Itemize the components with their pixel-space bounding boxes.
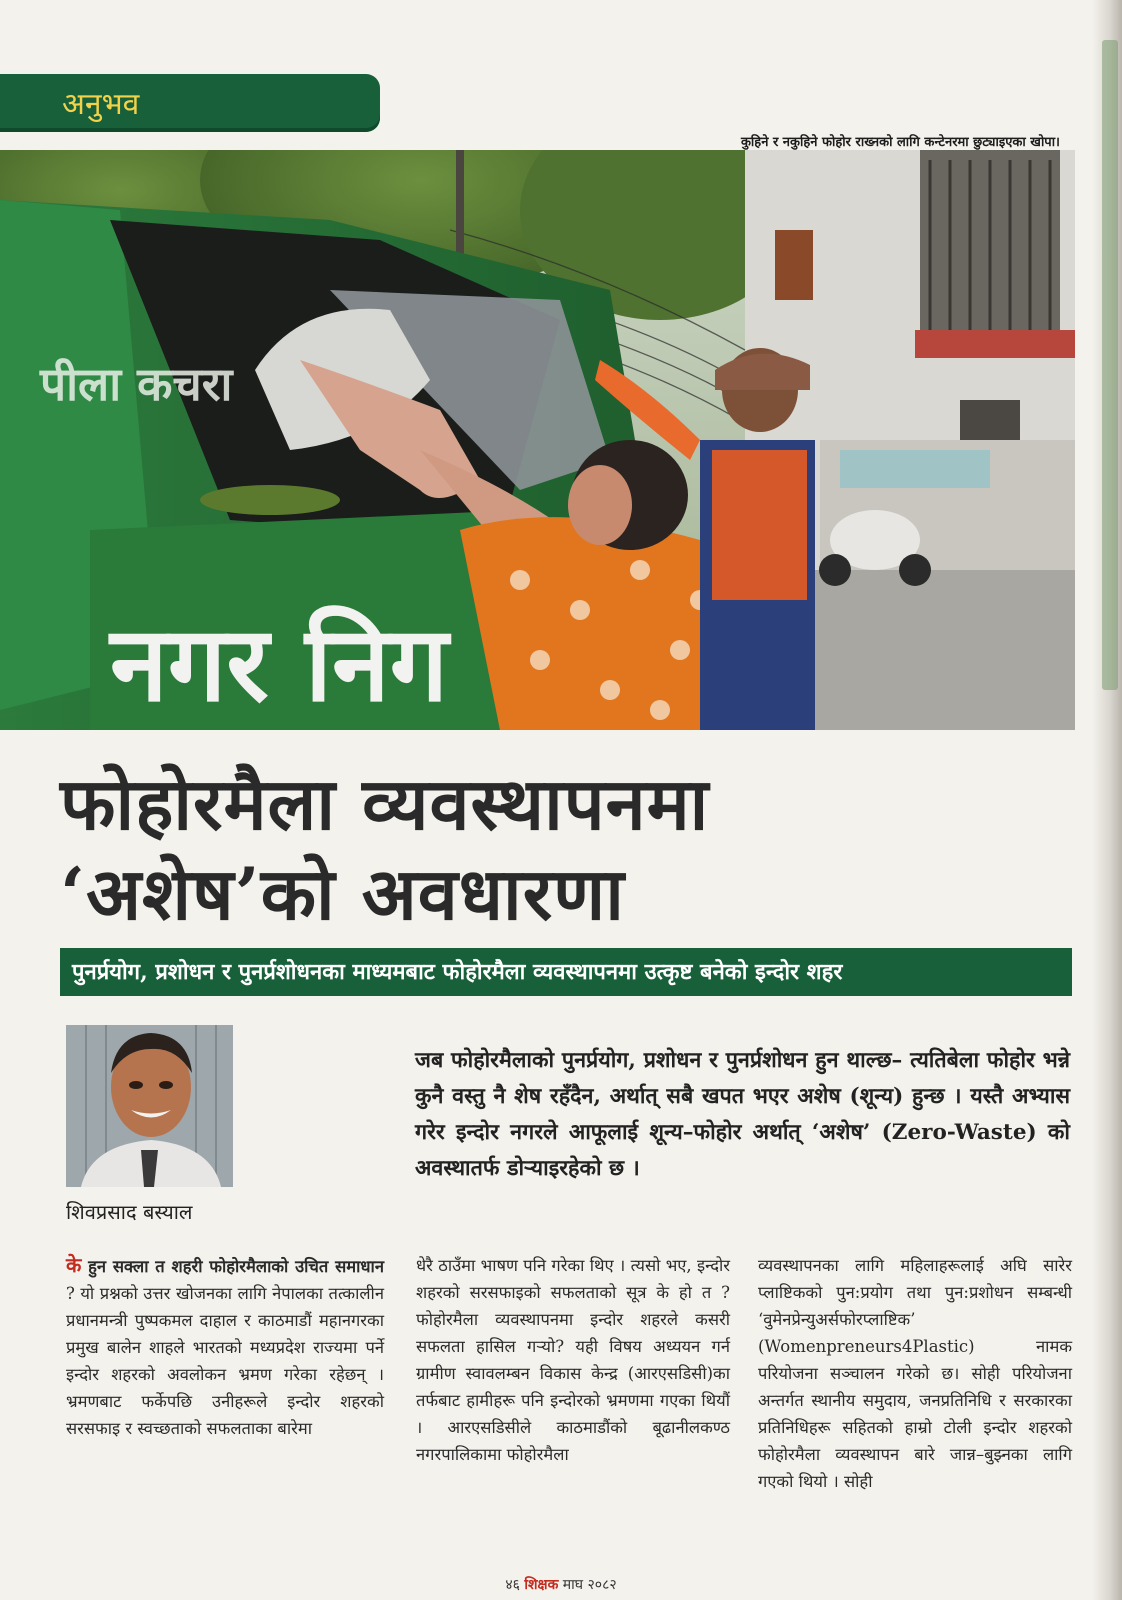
container-side-text: पीला कचरा [40, 357, 233, 411]
waste-container-photo [0, 150, 1075, 730]
col1-text: ? यो प्रश्नको उत्तर खोजनका लागि नेपालका तत्कालीन प्रधानमन्त्री पुष्पकमल दाहाल र काठमाडौं महानगरका प्रमुख बालेन शाहले भारतको मध्यप्रदेश राज्यमा पर्ने इन्दोर शहरको अवलोकन भ्रमण गरेका रहेछन् । भ्रमणबाट फर्केपछि उनीहरूले इन्दोर शहरको सरसफाइ र स्वच्छताको सफलताका बारेमा [66, 1284, 384, 1438]
drop-cap: के [66, 1253, 82, 1277]
magazine-name: शिक्षक [524, 1577, 559, 1593]
page-number: ४६ [505, 1577, 520, 1593]
headline-line-2: ‘अशेष’को अवधारणा [60, 851, 625, 936]
subtitle: पुनर्प्रयोग, प्रशोधन र पुनर्प्रशोधनका माध्यमबाट फोहोरमैला व्यवस्थापनमा उत्कृष्ट बनेको इन्दोर शहर [72, 959, 843, 985]
body-column-1 [66, 1252, 384, 1442]
author-portrait [66, 1025, 233, 1187]
col3-text: व्यवस्थापनका लागि महिलाहरूलाई अघि सारेर प्लाष्टिकको पुन:प्रयोग तथा पुन:प्रशोधन सम्बन्धी ‘वुमेनप्रेन्युअर्सफोरप्लाष्टिक’ (Womenpreneurs4Plastic) नामक परियोजना सञ्चालन गरेको छ। सोही परियोजना अन्तर्गत स्थानीय समुदाय, जनप्रतिनिधि र सरकारका प्रतिनिधिहरू सहितको हाम्रो टोली इन्दोर शहरको फोहोरमैला व्यवस्थापन बारे जान्न–बुझ्नका लागि गएको थियो । सोही [758, 1256, 1072, 1491]
page-edge-tab [1102, 40, 1118, 690]
body-column-2 [416, 1252, 730, 1468]
col1-bold-intro: हुन सक्ला त शहरी फोहोरमैलाको उचित समाधान [81, 1257, 384, 1276]
author-name: शिवप्रसाद बस्याल [66, 1200, 193, 1224]
col2-text: धेरै ठाउँमा भाषण पनि गरेका थिए । त्यसो भए, इन्दोर शहरको सरसफाइको सफलताको सूत्र के हो त ? फोहोरमैला व्यवस्थापनमा इन्दोर शहरले कसरी सफलता हासिल गऱ्यो? यही विषय अध्ययन गर्न ग्रामीण स्वावलम्बन विकास केन्द्र (आरएसडिसी)का तर्फबाट हामीहरू पनि इन्दोरको भ्रमणमा गएका थियौं । आरएसडिसीले काठमाडौंको बूढानीलकण्ठ नगरपालिकामा फोहोरमैला [416, 1256, 730, 1464]
page-footer [0, 1575, 1122, 1594]
lead-photo [0, 150, 1075, 730]
lead-paragraph [415, 1043, 1070, 1187]
issue-date: माघ २०८२ [562, 1577, 617, 1593]
subtitle-bar [60, 948, 1072, 996]
section-label: अनुभव [62, 87, 140, 122]
lead-text: जब फोहोरमैलाको पुनर्प्रयोग, प्रशोधन र पुनर्प्रशोधन हुन थाल्छ– त्यतिबेला फोहोर भन्ने कुनै वस्तु नै शेष रहँदैन, अर्थात् सबै खपत भएर अशेष (शून्य) हुन्छ । यस्तै अभ्यास गरेर इन्दोर नगरले आफूलाई शून्य–फोहोर अर्थात् ‘अशेष’ (Zero-Waste) को अवस्थातर्फ डोऱ्याइरहेको छ । [415, 1048, 1070, 1181]
photo-caption: कुहिने र नकुहिने फोहोर राख्नको लागि कन्टेनरमा छुट्याइएका खोपा। [740, 135, 1060, 150]
author-photo [66, 1025, 233, 1187]
headline-line-1: फोहोरमैला व्यवस्थापनमा [60, 761, 710, 846]
section-tab [0, 74, 380, 132]
container-text: नगर निग [110, 602, 449, 725]
body-column-3 [758, 1252, 1072, 1495]
col1-paragraph [66, 1252, 384, 1442]
